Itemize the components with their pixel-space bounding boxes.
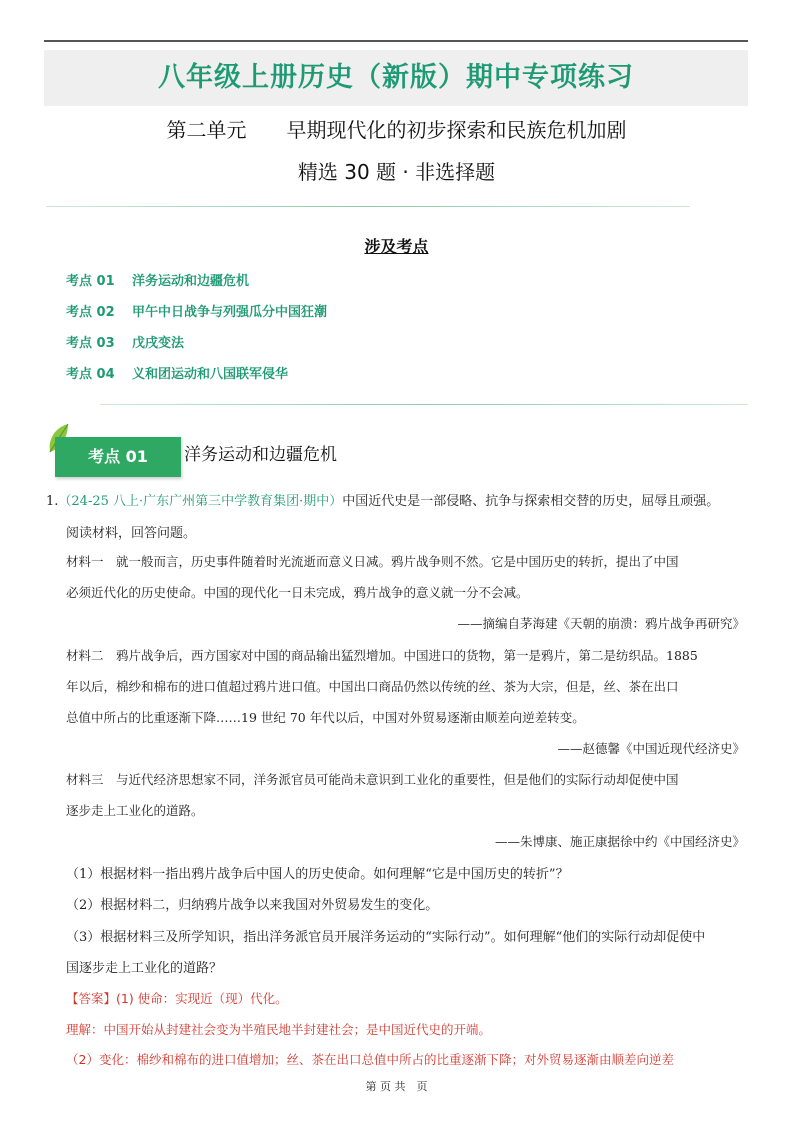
kaodian-code: 考点 01 [66, 274, 115, 289]
section-tab: 考点 01 [55, 437, 181, 477]
kaodian-list [66, 270, 327, 394]
kaodian-item [66, 332, 327, 363]
kaodian-label: 洋务运动和边疆危机 [132, 274, 250, 289]
page-footer: 第 页 共 页 [365, 1080, 428, 1093]
kaodian-heading: 涉及考点 [364, 237, 429, 256]
kaodian-item [66, 363, 327, 394]
answer-line: （2）变化：棉纱和棉布的进口值增加；丝、茶在出口总值中所占的比重逐渐下降；对外贸易逐渐由顺差向逆差 [66, 1052, 674, 1067]
kaodian-item [66, 270, 327, 301]
material-line: 必须近代化的历史使命。中国的现代化一日未完成，鸦片战争的意义就一分不会减。 [66, 585, 529, 600]
material-line: 总值中所占的比重逐渐下降……19 世纪 70 年代以后，中国对外贸易逐渐由顺差向逆差转变。 [66, 710, 585, 725]
question-stem [46, 490, 719, 509]
kaodian-code: 考点 04 [66, 367, 115, 382]
question-source: （24-25 八上·广东广州第三中学教育集团·期中） [58, 494, 343, 509]
material-line: 材料二 鸦片战争后，西方国家对中国的商品输出猛烈增加。中国进口的货物，第一是鸦片，第二是纺织品。1885 [66, 648, 698, 663]
sub-question-2: （2）根据材料二，归纳鸦片战争以来我国对外贸易发生的变化。 [66, 898, 439, 913]
material-line: 材料三 与近代经济思想家不同，洋务派官员可能尚未意识到工业化的重要性，但是他们的实际行动却促使中国 [66, 772, 679, 787]
divider [46, 206, 690, 207]
unit-number: 第二单元 [166, 118, 247, 142]
kaodian-code: 考点 03 [66, 336, 115, 351]
material-1-source: ——摘编自茅海建《天朝的崩溃：鸦片战争再研究》 [457, 616, 745, 631]
top-rule [44, 40, 748, 42]
section-title: 洋务运动和边疆危机 [184, 445, 337, 465]
selection-subtitle: 精选 30 题 · 非选择题 [297, 160, 496, 184]
material-3 [66, 764, 746, 826]
question-instruction: 阅读材料，回答问题。 [66, 526, 197, 541]
sub-question-3: （3）根据材料三及所学知识，指出洋务派官员开展洋务运动的“实际行动”。如何理解“他们的实际行动却促使中 [66, 930, 706, 945]
material-line: 年以后，棉纱和棉布的进口值超过鸦片进口值。中国出口商品仍然以传统的丝、茶为大宗，但是，丝、茶在出口 [66, 679, 679, 694]
answer-line: 【答案】(1) 使命：实现近（现）代化。 [66, 991, 288, 1006]
material-2 [66, 640, 746, 733]
kaodian-label: 甲午中日战争与列强瓜分中国狂潮 [132, 305, 328, 320]
material-line: 材料一 就一般而言，历史事件随着时光流逝而意义日减。鸦片战争则不然。它是中国历史的转折，提出了中国 [66, 554, 679, 569]
divider [100, 404, 748, 405]
material-line: 逐步走上工业化的道路。 [66, 803, 204, 818]
kaodian-code: 考点 02 [66, 305, 115, 320]
material-3-source: ——朱博康、施正康据徐中约《中国经济史》 [494, 834, 745, 849]
unit-heading [0, 114, 793, 143]
material-2-source: ——赵德馨《中国近现代经济史》 [557, 741, 745, 756]
sub-question-1: （1）根据材料一指出鸦片战争后中国人的历史使命。如何理解“它是中国历史的转折”？ [66, 867, 569, 882]
sub-question-3-cont: 国逐步走上工业化的道路？ [66, 961, 223, 976]
page-title: 八年级上册历史（新版）期中专项练习 [44, 50, 748, 106]
kaodian-label: 义和团运动和八国联军侵华 [132, 367, 289, 382]
kaodian-item [66, 301, 327, 332]
unit-title: 早期现代化的初步探索和民族危机加剧 [286, 118, 627, 142]
question-stem-text: 中国近代史是一部侵略、抗争与探索相交替的历史，屈辱且顽强。 [342, 494, 720, 509]
answer-line: 理解：中国开始从封建社会变为半殖民地半封建社会；是中国近代史的开端。 [66, 1022, 492, 1037]
question-number: 1. [46, 494, 59, 509]
material-1 [66, 546, 746, 608]
kaodian-label: 戊戌变法 [132, 336, 185, 351]
